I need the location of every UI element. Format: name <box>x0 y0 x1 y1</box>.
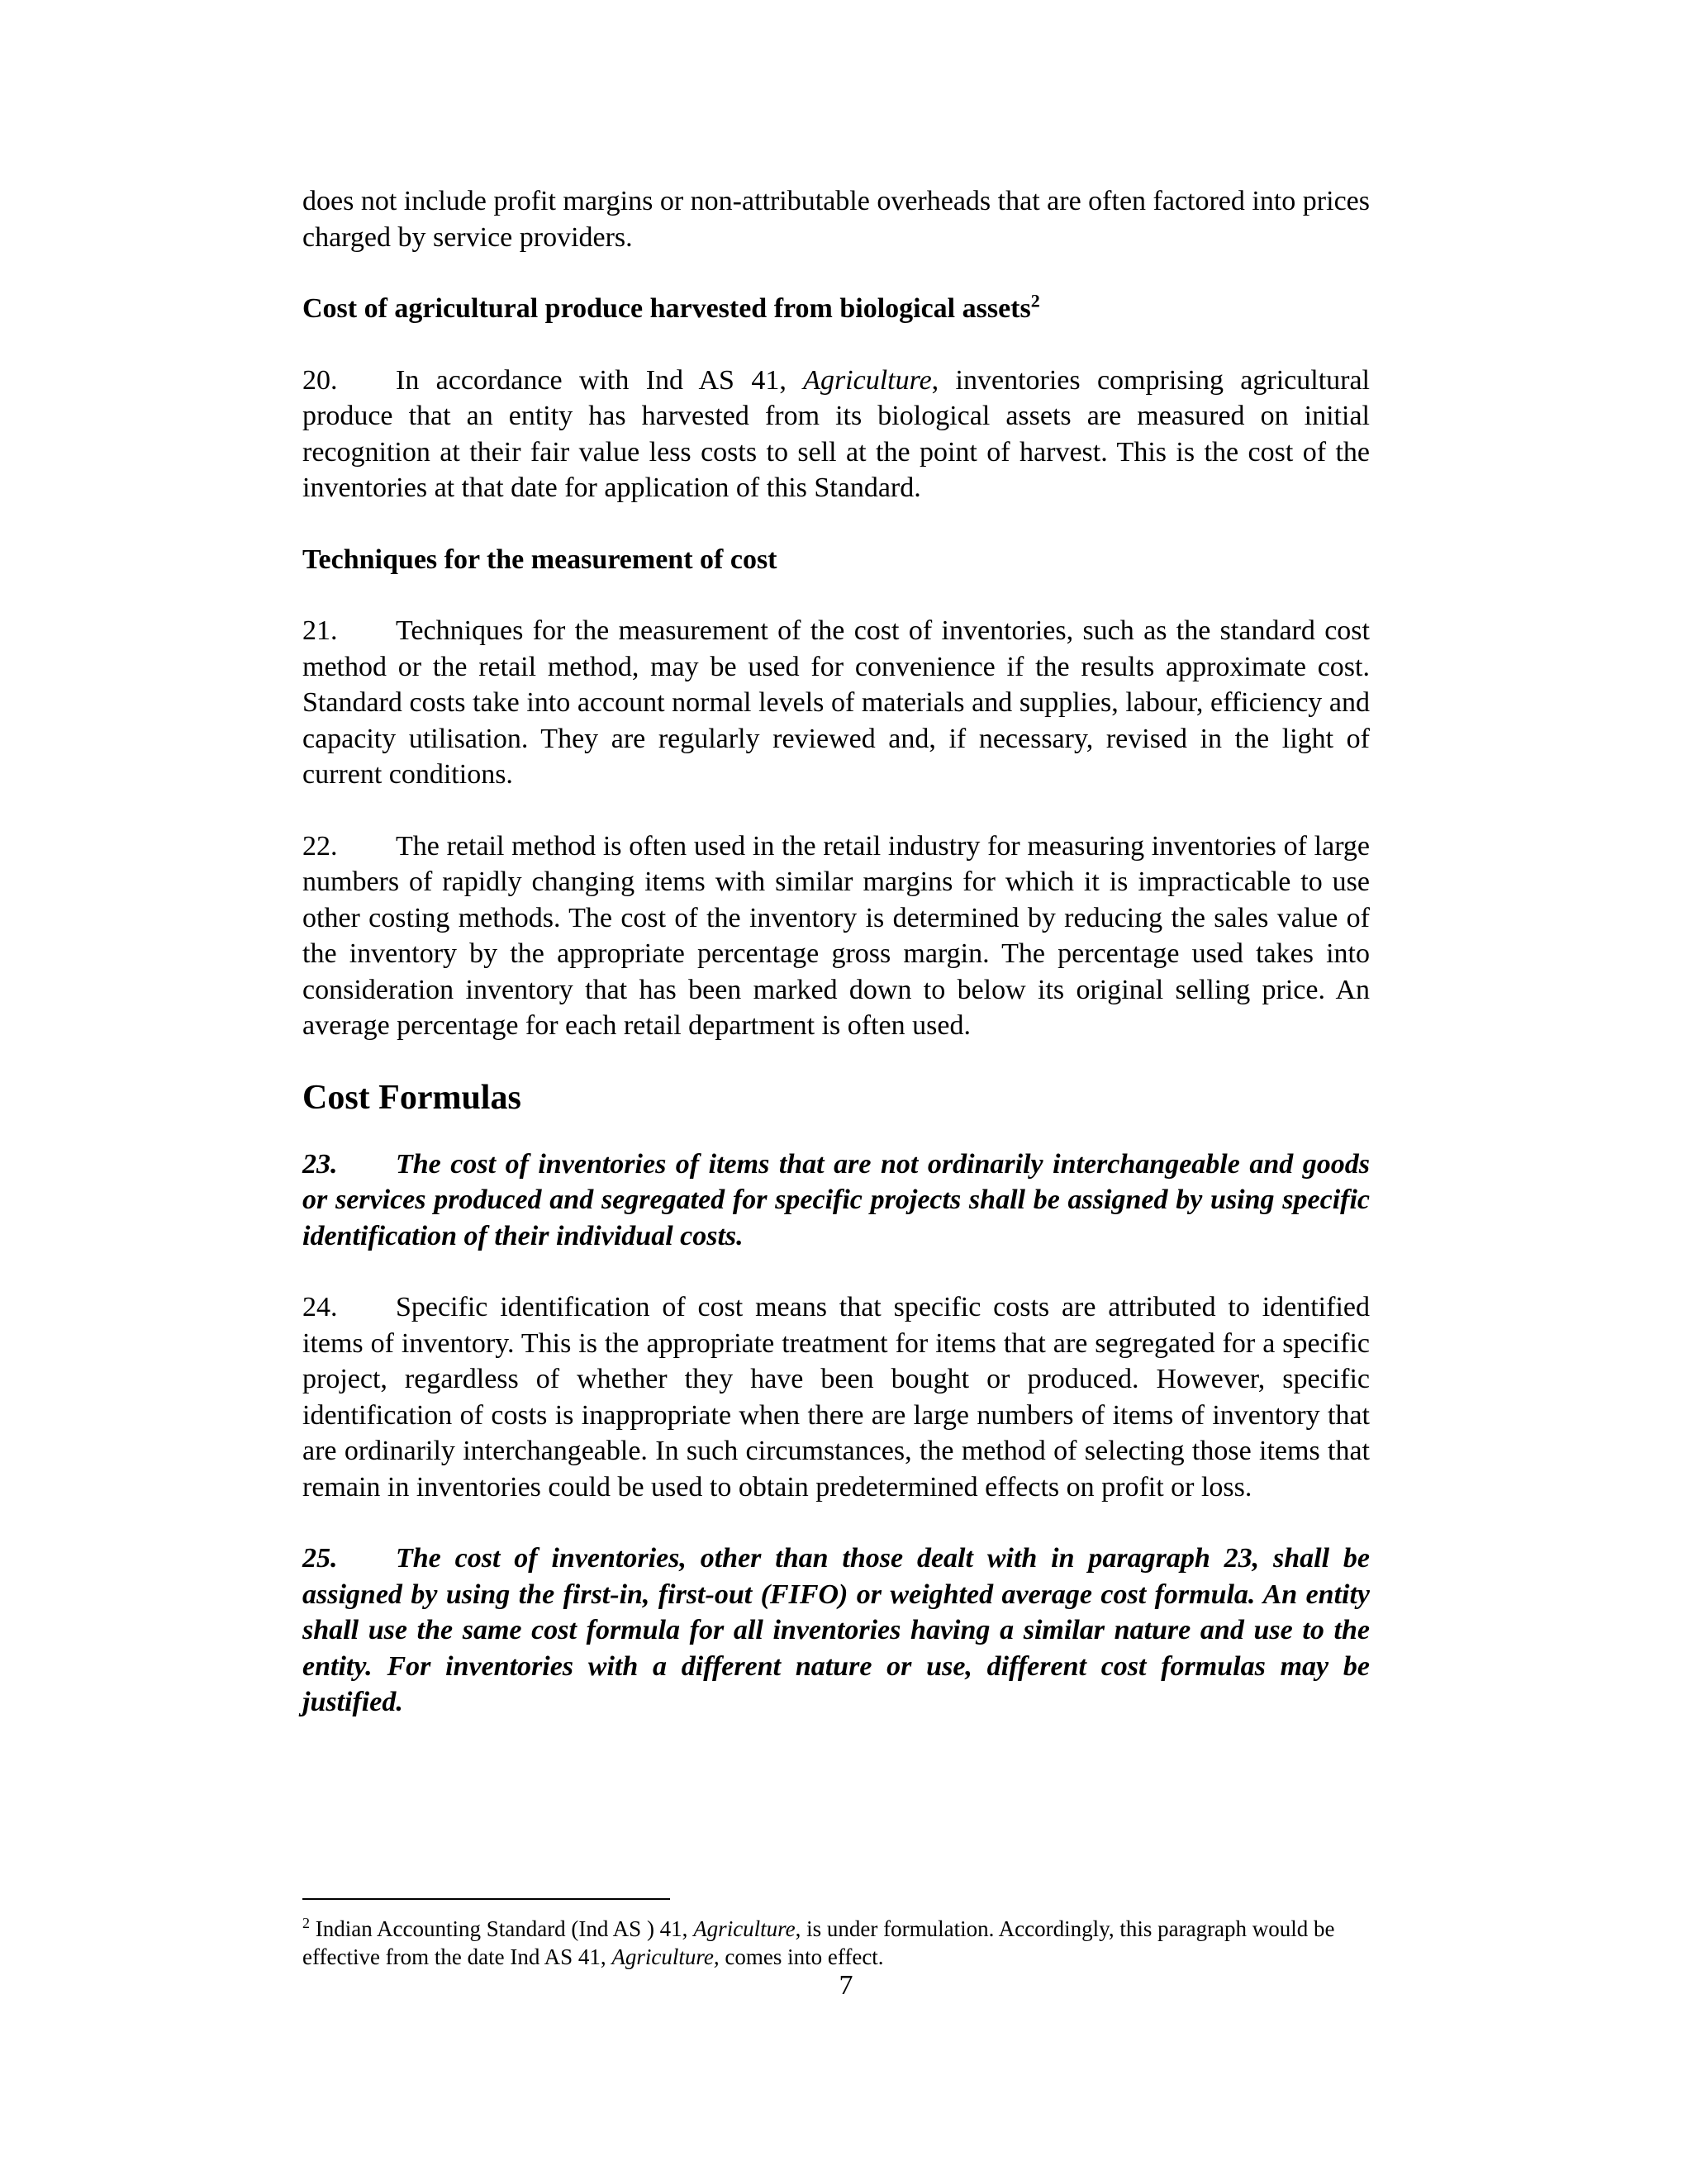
heading-agricultural-produce <box>302 291 1370 327</box>
paragraph-21-text: Techniques for the measurement of the cost of inventories, such as the standard cost method or the retail method, may be used for convenience if the results approximate cost. Standard costs take into account normal levels of materials and supplies, labour, efficiency and capacity utilisation. They are regularly reviewed and, if necessary, revised in the light of current conditions. <box>302 615 1370 790</box>
paragraph-23 <box>302 1147 1370 1255</box>
footnote-text-post: comes into effect. <box>719 1944 884 1969</box>
paragraph-22 <box>302 828 1370 1044</box>
paragraph-number-22: 22. <box>302 830 338 862</box>
paragraph-24-text: Specific identification of cost means that specific costs are attributed to identified items of inventory. This is the appropriate treatment for items that are segregated for a specific project, regardless of whether they have been bought or produced. However, specific identification of costs is inappropriate when there are large numbers of items of inventory that are ordinarily interchangeable. In such circumstances, the method of selecting those items that remain in inventories could be used to obtain predetermined effects on profit or loss. <box>302 1292 1370 1503</box>
footnote-marker: 2 <box>302 1915 310 1931</box>
heading-cost-formulas: Cost Formulas <box>302 1078 521 1117</box>
footnote-italic-2: Agriculture, <box>611 1944 720 1969</box>
footnote-separator <box>302 1898 670 1900</box>
footnote <box>302 1915 1370 1971</box>
paragraph-number-21: 21. <box>302 615 338 646</box>
paragraph-25-text: The cost of inventories, other than those dealt with in paragraph 23, shall be assigned by using the first-in, first-out (FIFO) or weighted average cost formula. An entity shall use the same cost formula for all inventories having a similar nature and use to the entity. For inventories with a different nature or use, different cost formulas may be justified. <box>302 1543 1370 1717</box>
paragraph-20-text-pre: In accordance with Ind AS 41, <box>396 364 804 396</box>
footnote-text-mid: , is under formulation. Accordingly, this paragraph would be effective from the date Ind AS 41, <box>302 1916 1335 1969</box>
page-number: 7 <box>839 1970 853 2001</box>
paragraph-21 <box>302 613 1370 793</box>
paragraph-number-24: 24. <box>302 1292 338 1322</box>
heading-agricultural-produce-text: Cost of agricultural produce harvested from biological assets <box>302 293 1031 324</box>
paragraph-22-text: The retail method is often used in the retail industry for measuring inventories of large numbers of rapidly changing items with similar margins for which it is impracticable to use other costing methods. The cost of the inventory is determined by reducing the sales value of the inventory by the appropriate percentage gross margin. The percentage used takes into consideration inventory that has been marked down to below its original selling price. An average percentage for each retail department is often used. <box>302 830 1370 1041</box>
paragraph-number-23: 23. <box>302 1148 338 1180</box>
footnote-text-pre: Indian Accounting Standard (Ind AS ) 41, <box>310 1916 694 1941</box>
paragraph-20 <box>302 363 1370 506</box>
paragraph-24 <box>302 1289 1370 1505</box>
heading-techniques: Techniques for the measurement of cost <box>302 544 777 575</box>
paragraph-number-25: 25. <box>302 1543 338 1574</box>
paragraph-intro: does not include profit margins or non-attributable overheads that are often factored into prices charged by service providers. <box>302 186 1370 253</box>
paragraph-20-text-post: , inventories comprising agricultural produce that an entity has harvested from its biological assets are measured on initial recognition at their fair value less costs to sell at the point of harvest. This is the cost of the inventories at that date for application of this Standard. <box>302 364 1370 503</box>
paragraph-number-20: 20. <box>302 364 338 396</box>
paragraph-25 <box>302 1541 1370 1721</box>
paragraph-23-text: The cost of inventories of items that are not ordinarily interchangeable and goods or services produced and segregated for specific projects shall be assigned by using specific identification of their individual costs. <box>302 1148 1370 1251</box>
footnote-reference: 2 <box>1030 290 1040 311</box>
paragraph-20-italic: Agriculture <box>803 364 932 396</box>
footnote-italic-1: Agriculture <box>693 1916 796 1941</box>
document-body <box>302 183 1370 1721</box>
